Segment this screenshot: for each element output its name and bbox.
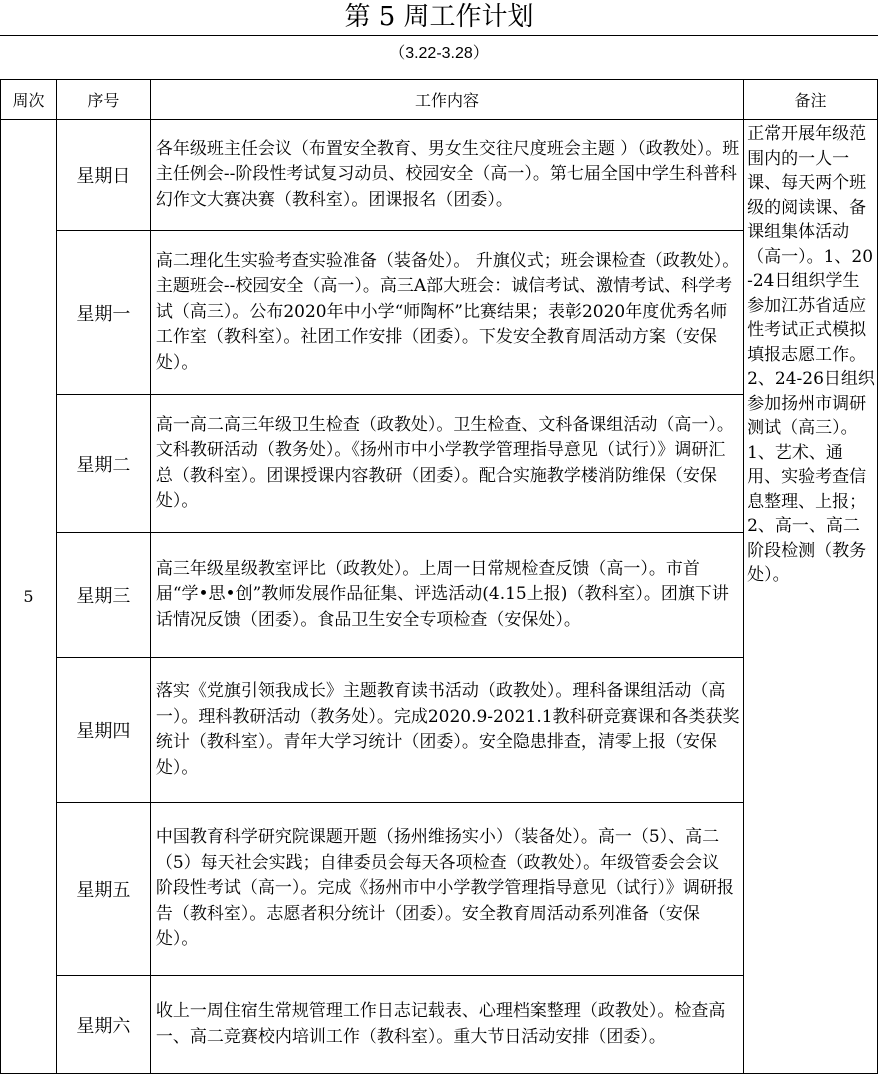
- day-label: 星期日: [56, 120, 150, 231]
- title-divider: [0, 35, 878, 36]
- header-index: 序号: [56, 80, 150, 120]
- table-row: [1, 120, 878, 231]
- day-label: 星期五: [56, 803, 150, 976]
- day-label: 星期一: [56, 231, 150, 395]
- day-content: 中国教育科学研究院课题开题（扬州维扬实小）（装备处）。高一（5）、高二（5）每天社会实践；自律委员会每天各项检查（政教处）。年级管委会会议 阶段性考试（高一）。完成《扬州市中小学教学管理指导意见（试行）》调研报告（教科室）。志愿者积分统计（团委）。安全教育周活动系列准备（安保处）。: [150, 803, 743, 976]
- header-content: 工作内容: [150, 80, 743, 120]
- day-content: 各年级班主任会议（布置安全教育、男女生交往尺度班会主题 ）（政教处）。班主任例会--阶段性考试复习动员、校园安全（高一）。第七届全国中学生科普科幻作文大赛决赛（教科室）。团课报名（团委）。: [150, 120, 743, 231]
- remark-cell: 正常开展年级范围内的一人一课、每天两个班级的阅读课、备课组集体活动（高一）。1、20-24日组织学生参加江苏省适应性考试正式模拟填报志愿工作。2、24-26日组织参加扬州市调研测试（高三）。1、艺术、通用、实验考查信息整理、上报；2、高一、高二阶段检测（教务处）。: [744, 120, 878, 1074]
- work-plan-table: [0, 79, 878, 1074]
- day-content: 落实《党旗引领我成长》主题教育读书活动（政教处）。理科备课组活动（高一）。理科教研活动（教务处）。完成2020.9-2021.1教科研竞赛课和各类获奖统计（教科室）。青年大学习统计（团委）。安全隐患排查，清零上报（安保处）。: [150, 658, 743, 803]
- table-header-row: [1, 80, 878, 120]
- day-label: 星期二: [56, 395, 150, 533]
- header-week: 周次: [1, 80, 57, 120]
- day-label: 星期六: [56, 976, 150, 1074]
- day-label: 星期三: [56, 533, 150, 658]
- day-content: 高一高二高三年级卫生检查（政教处）。卫生检查、文科备课组活动（高一）。文科教研活动（教务处）。《扬州市中小学教学管理指导意见（试行）》调研汇总（教科室）。团课授课内容教研（团委）。配合实施教学楼消防维保（安保处）。: [150, 395, 743, 533]
- day-content: 收上一周住宿生常规管理工作日志记载表、心理档案整理（政教处）。检查高一、高二竞赛校内培训工作（教科室）。重大节日活动安排（团委）。: [150, 976, 743, 1074]
- day-content: 高二理化生实验考查实验准备（装备处）。 升旗仪式；班会课检查（政教处）。主题班会--校园安全（高一）。高三A部大班会：诚信考试、激情考试、科学考试（高三）。公布2020年中小学“师陶杯”比赛结果；表彰2020年度优秀名师工作室（教科室）。社团工作安排（团委）。下发安全教育周活动方案（安保处）。: [150, 231, 743, 395]
- date-range: （3.22-3.28）: [389, 45, 489, 62]
- day-label: 星期四: [56, 658, 150, 803]
- header-remark: 备注: [744, 80, 878, 120]
- day-content: 高三年级星级教室评比（政教处）。上周一日常规检查反馈（高一）。市首届“学•思•创”教师发展作品征集、评选活动(4.15上报)（教科室）。团旗下讲话情况反馈（团委）。食品卫生安全专项检查（安保处）。: [150, 533, 743, 658]
- page-title: 第 5 周工作计划: [344, 2, 534, 32]
- week-number: 5: [1, 120, 57, 1074]
